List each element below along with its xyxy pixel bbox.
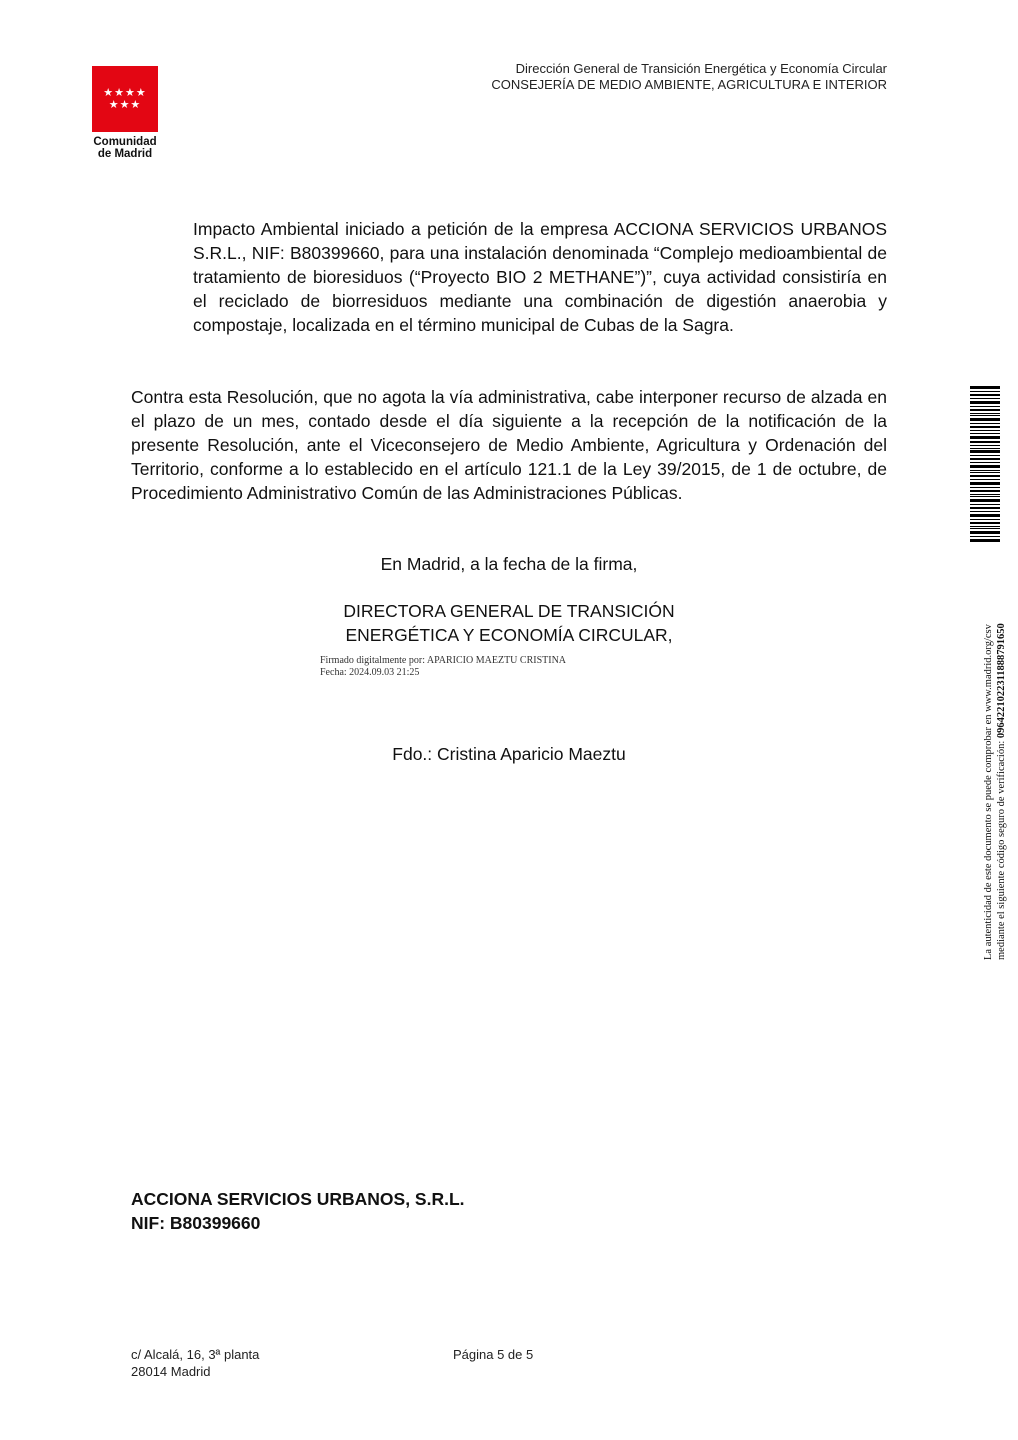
digital-signature-signer: Firmado digitalmente por: APARICIO MAEZTU CRISTINA (320, 655, 567, 666)
signed-by: Fdo.: Cristina Aparicio Maeztu (392, 744, 626, 764)
body-paragraph-2: Contra esta Resolución, que no agota la vía administrativa, cabe interponer recurso de alzada en el plazo de un mes, contado desde el día siguiente a la recepción de la notificación de la presente Resolución, ante el Viceconsejero de Medio Ambiente, Agricultura y Ordenación del Territorio, conforme a lo establecido en el artículo 121.1 de la Ley 39/2015, de 1 de octubre, de Procedimiento Administrativo Común de las Administraciones Públicas. (131, 387, 887, 503)
footer-address-line-1: c/ Alcalá, 16, 3ª planta (131, 1347, 260, 1362)
logo-text-line-2: de Madrid (97, 148, 153, 160)
barcode-icon (970, 386, 1000, 542)
csv-line-2 (995, 540, 1008, 960)
header-ministry: CONSEJERÍA DE MEDIO AMBIENTE, AGRICULTURA E INTERIOR (491, 77, 887, 92)
footer-address (131, 1346, 259, 1380)
footer-address-line-2: 28014 Madrid (131, 1364, 211, 1379)
recipient-name: ACCIONA SERVICIOS URBANOS, S.R.L. (131, 1189, 465, 1209)
logo-text-line-1: Comunidad (93, 136, 157, 148)
recipient-block (131, 1187, 465, 1235)
csv-line-1: La autenticidad de este documento se puede comprobar en www.madrid.org/csv (983, 624, 994, 960)
comunidad-madrid-logo (92, 66, 158, 160)
digital-signature-date: Fecha: 2024.09.03 21:25 (320, 667, 420, 678)
recipient-nif: NIF: B80399660 (131, 1213, 261, 1233)
logo-text (92, 136, 158, 160)
csv-code: 0964221022311888791650 (996, 623, 1007, 739)
header-department: Dirección General de Transición Energética y Economía Circular (515, 61, 887, 76)
csv-line-2-prefix: mediante el siguiente código seguro de verificación: (996, 740, 1007, 960)
csv-verification-note (982, 540, 1008, 960)
page-number: Página 5 de 5 (453, 1347, 534, 1362)
digital-signature-stamp (320, 655, 566, 679)
page-header (491, 61, 887, 93)
logo-stars-row-2: ★★★ (108, 99, 142, 111)
body-paragraph-1: Impacto Ambiental iniciado a petición de la empresa ACCIONA SERVICIOS URBANOS S.R.L., NIF: B80399660, para una instalación denominada “Complejo medioambiental de tratamiento de bioresiduos (“Proyecto BIO 2 METHANE”)”, cuya actividad consistiría en el reciclado de biorresiduos mediante una combinación de digestión anaerobia y compostaje, localizada en el término municipal de Cubas de la Sagra. (193, 219, 887, 335)
signer-title-line-2: ENERGÉTICA Y ECONOMÍA CIRCULAR, (345, 625, 673, 645)
logo-stars-row-1: ★★★★ (103, 87, 147, 99)
place-date: En Madrid, a la fecha de la firma, (380, 554, 638, 574)
logo-flag (92, 66, 158, 132)
signer-title-line-1: DIRECTORA GENERAL DE TRANSICIÓN (343, 601, 675, 621)
